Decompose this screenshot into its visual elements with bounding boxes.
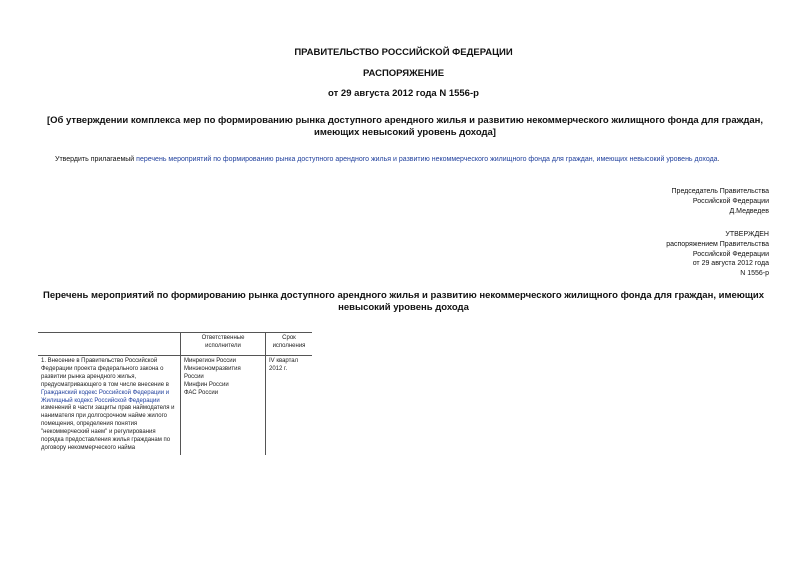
- measure-text-b: изменений в части защиты прав наймодателя и нанимателя при долгосрочном найме жилого помещения, определения понятия "некоммерческий наем" и регулирования порядка предоставления жилья гражданам по договору некоммерческого найма: [41, 405, 175, 451]
- measures-list-title: Перечень мероприятий по формированию рынка доступного арендного жилья и развитию некоммерческого жилищного фонда для граждан, имеющих невысокий уровень дохода: [42, 290, 765, 313]
- header-cell-measure: [38, 333, 181, 356]
- approval-line-3: Российской Федерации: [692, 250, 769, 258]
- responsible-2: Минэкономразвития России: [184, 365, 241, 380]
- document-title: [Об утверждении комплекса мер по формированию рынка доступного арендного жилья и развитию некоммерческого жилищного фонда для граждан, имеющих невысокий уровень дохода]: [46, 115, 764, 138]
- responsible-1: Минрегион России: [184, 358, 236, 364]
- document-date-number: от 29 августа 2012 года N 1556-р: [328, 88, 479, 99]
- signature-line-1: Председатель Правительства: [671, 188, 769, 195]
- responsible-4: ФАС России: [184, 389, 219, 396]
- responsible-cell: [181, 356, 266, 455]
- deadline-cell: IV квартал 2012 г.: [269, 358, 299, 372]
- measures-list-link[interactable]: перечень мероприятий по формированию рынка доступного арендного жилья и развитию некоммерческого жилищного фонда для граждан, имеющих невысокий уровень дохода: [136, 156, 718, 163]
- approval-line-4: от 29 августа 2012 года: [692, 260, 769, 268]
- measure-cell: [38, 356, 181, 455]
- measure-text-a: 1. Внесение в Правительство Российской Федерации проекта федерального закона о развитии рынка арендного жилья, предусматривающего в том числе внесение в: [41, 358, 169, 388]
- government-heading: ПРАВИТЕЛЬСТВО РОССИЙСКОЙ ФЕДЕРАЦИИ: [294, 47, 513, 58]
- table-header-row: [38, 333, 312, 356]
- measures-table: [38, 332, 312, 455]
- approval-line-1: УТВЕРЖДЕН: [725, 231, 769, 238]
- approval-line-2: распоряжением Правительства: [666, 240, 769, 248]
- intro-prefix: Утвердить прилагаемый: [55, 156, 137, 163]
- codes-link[interactable]: Гражданский кодекс Российской Федерации и Жилищный кодекс Российской Федерации: [41, 389, 170, 404]
- intro-suffix: .: [717, 156, 720, 163]
- responsible-3: Минфин России: [184, 381, 229, 388]
- intro-paragraph: [55, 156, 795, 163]
- approval-line-5: N 1556-р: [740, 270, 769, 278]
- document-type-heading: РАСПОРЯЖЕНИЕ: [362, 68, 445, 79]
- header-cell-responsible: Ответственные исполнители: [181, 333, 266, 356]
- signature-line-2: Российской Федерации: [692, 197, 769, 205]
- signature-line-3: Д.Медведев: [729, 207, 769, 215]
- signature-block: [672, 187, 769, 216]
- approval-block: [666, 230, 769, 279]
- header-cell-deadline: Срок исполнения: [266, 333, 313, 356]
- table-row: [38, 356, 312, 455]
